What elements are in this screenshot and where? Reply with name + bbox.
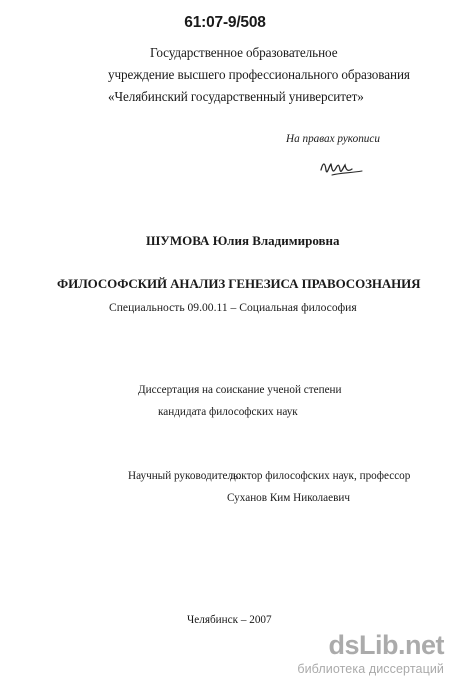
- dslib-watermark: [266, 630, 444, 676]
- supervisor-label: Научный руководитель:: [128, 470, 242, 482]
- manuscript-rights-note: На правах рукописи: [286, 133, 380, 145]
- catalog-code: 61:07-9/508: [184, 14, 266, 31]
- author-name: ШУМОВА Юлия Владимировна: [146, 233, 340, 248]
- watermark-logo: dsLib.net: [328, 630, 444, 660]
- degree-line-2: кандидата философских наук: [158, 406, 298, 418]
- institution-line-2: учреждение высшего профессионального образования: [108, 67, 410, 82]
- watermark-subtitle: библиотека диссертаций: [297, 662, 444, 676]
- specialty-line: Специальность 09.00.11 – Социальная философия: [109, 301, 357, 314]
- city-year: Челябинск – 2007: [187, 614, 272, 626]
- institution-line-1: Государственное образовательное: [150, 45, 338, 60]
- degree-line-1: Диссертация на соискание ученой степени: [138, 384, 342, 396]
- institution-line-3: «Челябинский государственный университет»: [108, 89, 364, 104]
- dissertation-title: ФИЛОСОФСКИЙ АНАЛИЗ ГЕНЕЗИСА ПРАВОСОЗНАНИЯ: [57, 276, 421, 291]
- handwritten-signature: [318, 156, 364, 180]
- supervisor-degree: доктор философских наук, профессор: [230, 470, 411, 482]
- supervisor-name: Суханов Ким Николаевич: [227, 492, 350, 504]
